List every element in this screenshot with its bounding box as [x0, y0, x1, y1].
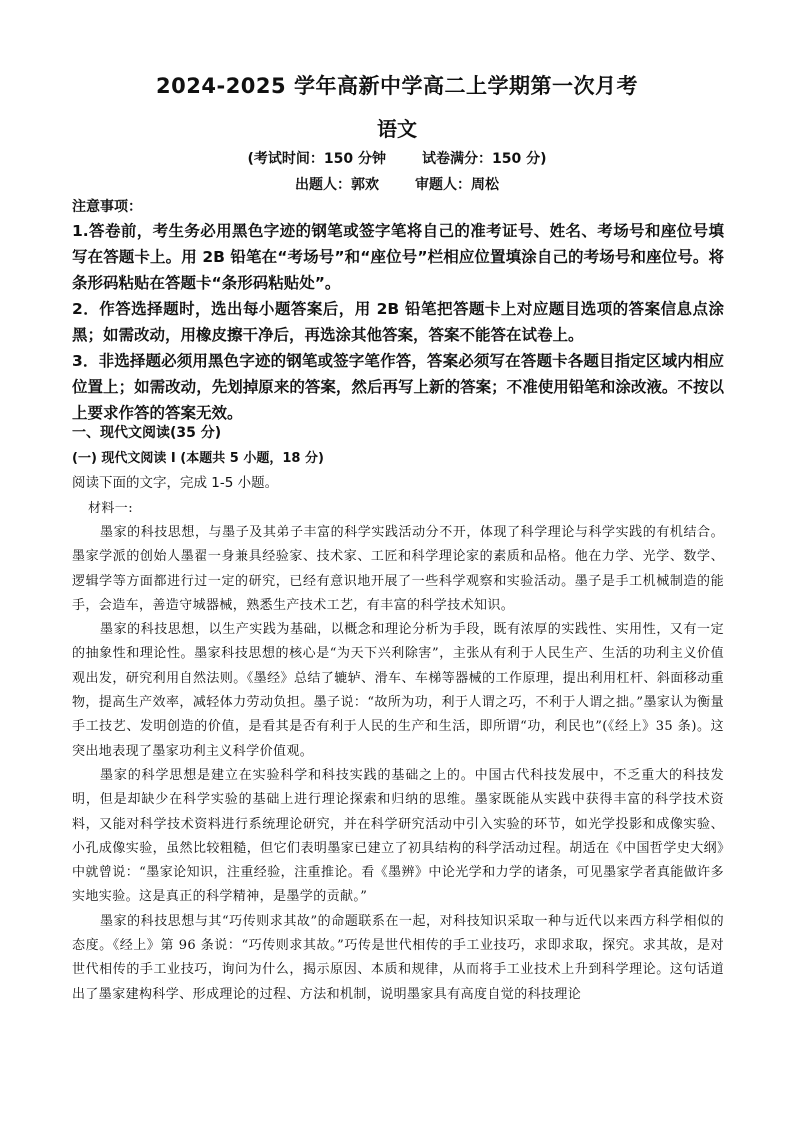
material-paragraph-3: 墨家的科学思想是建立在实验科学和科技实践的基础之上的。中国古代科技发展中，不乏重大的科技发明，但是却缺少在科学实验的基础上进行理论探索和归纳的思维。墨家既能从实践中获得丰富的科学技术资料，又能对科学技术资料进行系统理论研究，并在科学研究活动中引入实验的环节，如光学投影和成像实验、小孔成像实验，虽然比较粗糙，但它们表明墨家已建立了初具结构的科学活动过程。胡适在《中国哲学史大纲》中就曾说：“墨家论知识，注重经验，注重推论。看《墨辨》中论光学和力学的诸条，可见墨家学者真能做许多实地实验。这是真正的科学精神，是墨学的贡献。” [72, 767, 724, 905]
notice-item-1: 1.答卷前，考生务必用黑色字迹的钢笔或签字笔将自己的准考证号、姓名、考场号和座位号填写在答题卡上。用 2B 铅笔在“考场号”和“座位号”栏相应位置填涂自己的考场号和座位号。将条形码粘贴在答题卡“条形码粘贴处”。 [72, 222, 724, 292]
subsection-heading: (一) 现代文阅读 I (本题共 5 小题，18 分) [72, 451, 324, 466]
material-label: 材料一: [88, 501, 133, 516]
material-paragraph-4: 墨家的科技思想与其“巧传则求其故”的命题联系在一起，对科技知识采取一种与近代以来西方科学相似的态度。《经上》第 96 条说：“巧传则求其故。”巧传是世代相传的手工业技巧，求即求取，探究。求其故，是对世代相传的手工业技巧，询问为什么，揭示原因、本质和规律，从而将手工业技术上升到科学理论。这句话道出了墨家建构科学、形成理论的过程、方法和机制，说明墨家具有高度自觉的科技理论 [72, 913, 724, 1002]
exam-time: (考试时间：150 分钟 [247, 151, 386, 167]
notice-block [72, 196, 724, 426]
reading-material [72, 497, 724, 1007]
material-paragraph-1: 墨家的科技思想，与墨子及其弟子丰富的科学实践活动分不开，体现了科学理论与科学实践的有机结合。墨家学派的创始人墨翟一身兼具经验家、技术家、工匠和科学理论家的素质和品格。他在力学、光学、数学、逻辑学等方面都进行过一定的研究，已经有意识地开展了一些科学观察和实验活动。墨子是手工机械制造的能手，会造车，善造守城器械，熟悉生产技术工艺，有丰富的科学技术知识。 [72, 525, 724, 613]
authors-line [0, 174, 794, 194]
subject-title: 语文 [377, 117, 417, 141]
notice-heading: 注意事项： [72, 199, 142, 215]
exam-title: 2024-2025 学年高新中学高二上学期第一次月考 [156, 74, 638, 98]
question-author: 出题人：郭欢 [295, 177, 379, 193]
material-paragraph-2: 墨家的科技思想，以生产实践为基础，以概念和理论分析为手段，既有浓厚的实践性、实用性，又有一定的抽象性和理论性。墨家科技思想的核心是“为天下兴利除害”，主张从有利于人民生产、生活的功利主义价值观出发，研究利用自然法则。《墨经》总结了辘轳、滑车、车梯等器械的工作原理，提出利用杠杆、斜面移动重物，提高生产效率，减轻体力劳动负担。墨子说：“故所为功，利于人谓之巧，不利于人谓之拙。”墨家认为衡量手工技艺、发明创造的价值，是看其是否有利于人民的生产和生活，即所谓“功，利民也”(《经上》35 条)。这突出地表现了墨家功利主义科学价值观。 [72, 622, 724, 759]
notice-item-3: 3．非选择题必须用黑色字迹的钢笔或签字笔作答，答案必须写在答题卡各题目指定区域内相应位置上；如需改动，先划掉原来的答案，然后再写上新的答案；不准使用铅笔和涂改液。不按以上要求作答的答案无效。 [72, 352, 724, 422]
notice-item-2: 2．作答选择题时，选出每小题答案后，用 2B 铅笔把答题卡上对应题目选项的答案信息点涂黑；如需改动，用橡皮擦干净后，再选涂其他答案，答案不能答在试卷上。 [72, 300, 724, 344]
question-reviewer: 审题人：周松 [415, 177, 499, 193]
exam-info-line [0, 148, 794, 168]
reading-instruction: 阅读下面的文字，完成 1-5 小题。 [72, 475, 279, 491]
full-score: 试卷满分：150 分) [422, 151, 547, 167]
section-heading: 一、现代文阅读(35 分) [72, 425, 222, 441]
